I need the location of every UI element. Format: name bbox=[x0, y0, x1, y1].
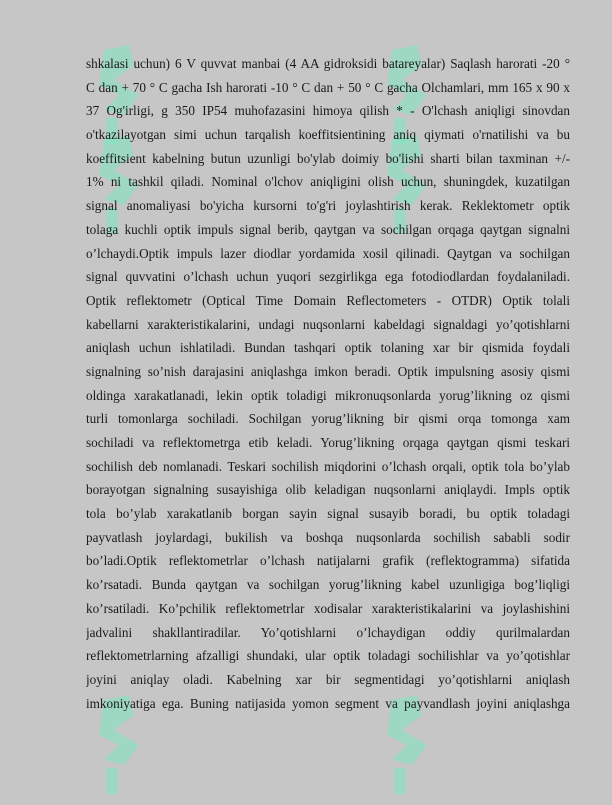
text-line: shkalasi uchun) 6 V quvvat manbai (4 AA gidroksidi batareyalar) Saqlash harorati -20 ° bbox=[86, 56, 570, 71]
text-line: sochilish deb nomlanadi. Teskari sochilish miqdorini o’lchash orqali, optik tola bo’ylab bbox=[86, 458, 570, 474]
text-line: aniqlash uchun ishlatiladi. Bundan tashqari optik tolaning xar bir qismida foydali bbox=[86, 340, 570, 356]
text-line: jadvalini shakllantiradilar. Yo’qotishlarni o’lchaydigan oddiy qurilmalardan bbox=[86, 624, 570, 640]
text-line: o’lchaydi.Optik impuls lazer diodlar yordamida xosil qilinadi. Qaytgan va sochilgan bbox=[86, 245, 570, 261]
text-line: oldinga xarakatlanadi, lekin optik toladigi mikronuqsonlarda yorug’likning oz qismi bbox=[86, 387, 570, 403]
text-line: 37 Og'irligi, g 350 IP54 muhofazasini himoya qilish * - O'lchash aniqligi sinovdan bbox=[86, 103, 570, 119]
text-line: sochiladi va reflektometrga etib keladi. Yorug’likning orqaga qaytgan qismi teskari bbox=[86, 435, 570, 450]
text-line: Optik reflektometr (Optical Time Domain Reflectometers - OTDR) Optik tolali bbox=[86, 292, 570, 308]
text-line: o'tkazilayotgan simi uchun tarqalish koeffitsientining aniq qiymati o'rnatilishi va bu bbox=[86, 127, 570, 143]
text-line: joyini aniqlay oladi. Kabelning xar bir segmentidagi yo’qotishlarni aniqlash bbox=[86, 671, 570, 687]
text-line: koeffitsient kabelning butun uzunligi bo'ylab doimiy bo'lishi sharti bilan taxminan +/- bbox=[86, 150, 570, 166]
body-text bbox=[86, 52, 570, 715]
text-line: bo’ladi.Optik reflektometrlar o’lchash natijalarni grafik (reflektogramma) sifatida bbox=[86, 553, 570, 569]
text-line: payvatlash joylardagi, bukilish va boshqa nuqsonlarda sochilish sababli sodir bbox=[86, 529, 570, 545]
text-line: signalning so’nish darajasini aniqlashga imkon beradi. Optik impulsning asosiy qismi bbox=[86, 363, 570, 379]
text-line: turli tomonlarga sochiladi. Sochilgan yorug’likning bir qismi orqa tomonga xam bbox=[86, 411, 570, 427]
text-line: ko’rsatiladi. Ko’pchilik reflektometrlar xodisalar xarakteristikalarini va joylashishini bbox=[86, 600, 570, 616]
text-line: signal quvvatini o’lchash uchun yuqori sezgirlikga ega fotodiodlardan foydalaniladi. bbox=[86, 269, 570, 285]
text-line: imkoniyatiga ega. Buning natijasida yomon segment va payvandlash joyini aniqlashga bbox=[86, 695, 570, 711]
text-line: ko’rsatadi. Bunda qaytgan va sochilgan yorug’likning kabel uzunligiga bog’liqligi bbox=[86, 577, 570, 593]
text-line: borayotgan signalning susayishiga olib keladigan nuqsonlarni aniqlaydi. Impls optik bbox=[86, 482, 570, 498]
text-line: tolaga kuchli optik impuls signal berib, qaytgan va sochilgan orqaga qaytgan signalni bbox=[86, 221, 570, 237]
text-line: reflektometrlarning afzalligi shundaki, ular optik toladagi sochilishlar va yo’qotishlar bbox=[86, 648, 570, 664]
text-line: 1% ni tashkil qiladi. Nominal o'lchov aniqligini olish uchun, shuningdek, kuzatilgan bbox=[86, 174, 570, 190]
text-line: kabellarni xarakteristikalarini, undagi nuqsonlarni kabeldagi signaldagi yo’qotishlarni bbox=[86, 316, 570, 332]
text-line: tola bo’ylab xarakatlanib borgan sayin signal susayib boradi, bu optik toladagi bbox=[86, 506, 570, 522]
text-line: signal anomaliyasi bo'yicha kursorni to'g'ri joylashtirish kerak. Reklektometr optik bbox=[86, 198, 570, 214]
text-line: C dan + 70 ° C gacha Ish harorati -10 ° C dan + 50 ° C gacha Olchamlari, mm 165 x 90 x bbox=[86, 79, 570, 95]
